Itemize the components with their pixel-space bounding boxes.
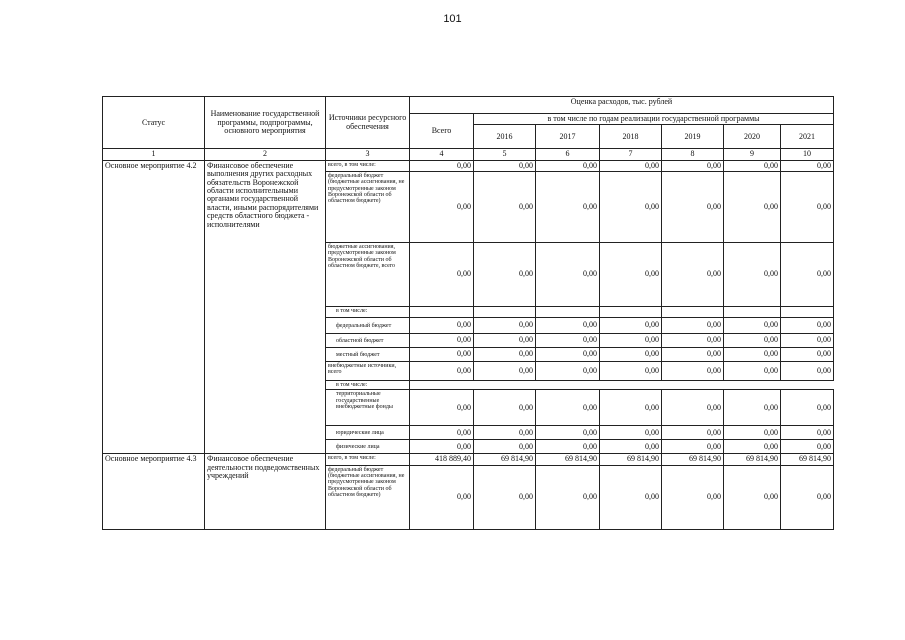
col-number: 2	[205, 149, 326, 160]
value-cell: 0,00	[600, 362, 662, 381]
value-cell: 0,00	[724, 348, 781, 362]
value-cell: 0,00	[662, 318, 724, 334]
col-number: 4	[410, 149, 474, 160]
value-cell	[662, 307, 724, 318]
value-cell: 0,00	[410, 172, 474, 243]
value-cell: 0,00	[600, 440, 662, 454]
value-cell: 0,00	[662, 362, 724, 381]
value-cell: 0,00	[724, 426, 781, 440]
value-cell: 0,00	[410, 243, 474, 307]
value-cell	[781, 307, 834, 318]
value-cell: 0,00	[781, 243, 834, 307]
value-cell: 0,00	[536, 390, 600, 426]
value-cell: 0,00	[600, 160, 662, 171]
value-cell: 0,00	[724, 318, 781, 334]
col-number: 3	[326, 149, 410, 160]
value-cell: 0,00	[600, 172, 662, 243]
source-label: бюджетные ассигнования, предусмотренные законом Воронежской области об областном бюджете, всего	[326, 243, 410, 307]
value-cell: 0,00	[410, 426, 474, 440]
source-label: местный бюджет	[326, 348, 410, 362]
col-number: 9	[724, 149, 781, 160]
col-number: 7	[600, 149, 662, 160]
value-cell	[474, 307, 536, 318]
value-cell: 0,00	[536, 426, 600, 440]
source-label: в том числе:	[326, 381, 410, 390]
source-label: внебюджетные источники, всего	[326, 362, 410, 381]
value-cell: 0,00	[600, 465, 662, 529]
value-cell: 69 814,90	[600, 454, 662, 465]
col-number: 1	[103, 149, 205, 160]
value-cell: 0,00	[662, 160, 724, 171]
value-cell: 0,00	[781, 318, 834, 334]
value-cell	[724, 307, 781, 318]
value-cell: 0,00	[536, 465, 600, 529]
header-estimate: Оценка расходов, тыс. рублей	[410, 97, 834, 114]
value-cell: 0,00	[600, 243, 662, 307]
value-cell: 69 814,90	[662, 454, 724, 465]
value-cell: 0,00	[410, 334, 474, 348]
value-cell: 0,00	[724, 390, 781, 426]
page-number: 101	[443, 13, 462, 25]
value-cell: 0,00	[536, 160, 600, 171]
value-cell: 0,00	[410, 465, 474, 529]
value-cell: 0,00	[474, 160, 536, 171]
value-cell: 0,00	[474, 440, 536, 454]
value-cell: 0,00	[724, 440, 781, 454]
value-cell: 69 814,90	[781, 454, 834, 465]
value-cell: 0,00	[662, 390, 724, 426]
value-cell: 0,00	[474, 172, 536, 243]
source-label: областной бюджет	[326, 334, 410, 348]
value-cell: 0,00	[474, 348, 536, 362]
value-cell: 0,00	[662, 440, 724, 454]
value-cell: 0,00	[600, 318, 662, 334]
value-cell: 0,00	[474, 334, 536, 348]
source-label: федеральный бюджет (бюджетные ассигнования, не предусмотренные законом Воронежской области об областном бюджете)	[326, 465, 410, 529]
section-name: Финансовое обеспечение выполнения других расходных обязательств Воронежской области исполнительными органами государственной власти, иными распорядителями средств областного бюджета - исполнителями	[205, 160, 326, 454]
col-number: 10	[781, 149, 834, 160]
table-row	[103, 160, 834, 171]
value-cell: 0,00	[724, 172, 781, 243]
value-cell: 0,00	[536, 348, 600, 362]
value-cell: 0,00	[781, 334, 834, 348]
value-cell: 0,00	[600, 348, 662, 362]
value-cell: 0,00	[600, 390, 662, 426]
value-cell: 0,00	[600, 334, 662, 348]
value-cell: 0,00	[410, 160, 474, 171]
header-by-years: в том числе по годам реализации государственной программы	[474, 114, 834, 125]
header-status: Статус	[103, 97, 205, 149]
header-year: 2019	[662, 125, 724, 149]
header-year: 2021	[781, 125, 834, 149]
value-cell: 0,00	[662, 172, 724, 243]
value-cell: 69 814,90	[474, 454, 536, 465]
source-label: юридические лица	[326, 426, 410, 440]
value-cell: 0,00	[781, 440, 834, 454]
value-cell: 0,00	[474, 426, 536, 440]
budget-table	[102, 96, 834, 530]
value-cell: 0,00	[781, 348, 834, 362]
col-number: 5	[474, 149, 536, 160]
value-cell: 0,00	[410, 440, 474, 454]
value-cell: 0,00	[781, 160, 834, 171]
value-cell: 0,00	[474, 318, 536, 334]
value-cell	[600, 307, 662, 318]
value-cell: 0,00	[536, 172, 600, 243]
col-number: 6	[536, 149, 600, 160]
value-cell: 0,00	[410, 348, 474, 362]
value-cell: 0,00	[474, 243, 536, 307]
value-cell: 0,00	[781, 390, 834, 426]
section-name: Финансовое обеспечение деятельности подведомственных учреждений	[205, 454, 326, 529]
value-cell: 0,00	[724, 465, 781, 529]
value-cell: 0,00	[781, 426, 834, 440]
value-cell: 0,00	[536, 243, 600, 307]
source-label: федеральный бюджет	[326, 318, 410, 334]
value-cell: 0,00	[781, 172, 834, 243]
value-cell: 0,00	[474, 362, 536, 381]
value-cell: 0,00	[410, 318, 474, 334]
value-cell: 0,00	[662, 334, 724, 348]
value-cell: 0,00	[781, 465, 834, 529]
source-label: территориальные государственные внебюджетные фонды	[326, 390, 410, 426]
header-sources: Источники ресурсного обеспечения	[326, 97, 410, 149]
value-cell: 418 889,40	[410, 454, 474, 465]
header-total: Всего	[410, 114, 474, 149]
value-cell: 0,00	[724, 160, 781, 171]
col-number: 8	[662, 149, 724, 160]
source-label: физические лица	[326, 440, 410, 454]
value-cell: 0,00	[781, 362, 834, 381]
value-cell: 0,00	[410, 362, 474, 381]
source-label: в том числе:	[326, 307, 410, 318]
header-year: 2016	[474, 125, 536, 149]
header-year: 2018	[600, 125, 662, 149]
source-label: всего, в том числе:	[326, 160, 410, 171]
value-cell: 0,00	[474, 465, 536, 529]
section-status: Основное мероприятие 4.2	[103, 160, 205, 454]
value-cell: 0,00	[724, 334, 781, 348]
header-year: 2020	[724, 125, 781, 149]
value-cell: 0,00	[536, 318, 600, 334]
value-cell: 0,00	[662, 465, 724, 529]
table-row	[103, 454, 834, 465]
source-label: всего, в том числе:	[326, 454, 410, 465]
value-cell: 0,00	[474, 390, 536, 426]
section-status: Основное мероприятие 4.3	[103, 454, 205, 529]
value-cell: 0,00	[724, 362, 781, 381]
value-cell: 0,00	[662, 348, 724, 362]
value-cell: 0,00	[536, 362, 600, 381]
header-year: 2017	[536, 125, 600, 149]
header-program-name: Наименование государственной программы, подпрограммы, основного мероприятия	[205, 97, 326, 149]
value-cell: 69 814,90	[724, 454, 781, 465]
value-cell: 0,00	[536, 440, 600, 454]
value-cell	[410, 307, 474, 318]
value-cell: 0,00	[724, 243, 781, 307]
value-cell: 0,00	[600, 426, 662, 440]
source-label: федеральный бюджет (бюджетные ассигнования, не предусмотренные законом Воронежской области об областном бюджете)	[326, 172, 410, 243]
value-cell: 0,00	[662, 426, 724, 440]
value-cell: 69 814,90	[536, 454, 600, 465]
value-cell: 0,00	[662, 243, 724, 307]
value-cell: 0,00	[536, 334, 600, 348]
value-cell	[536, 307, 600, 318]
value-cell: 0,00	[410, 390, 474, 426]
